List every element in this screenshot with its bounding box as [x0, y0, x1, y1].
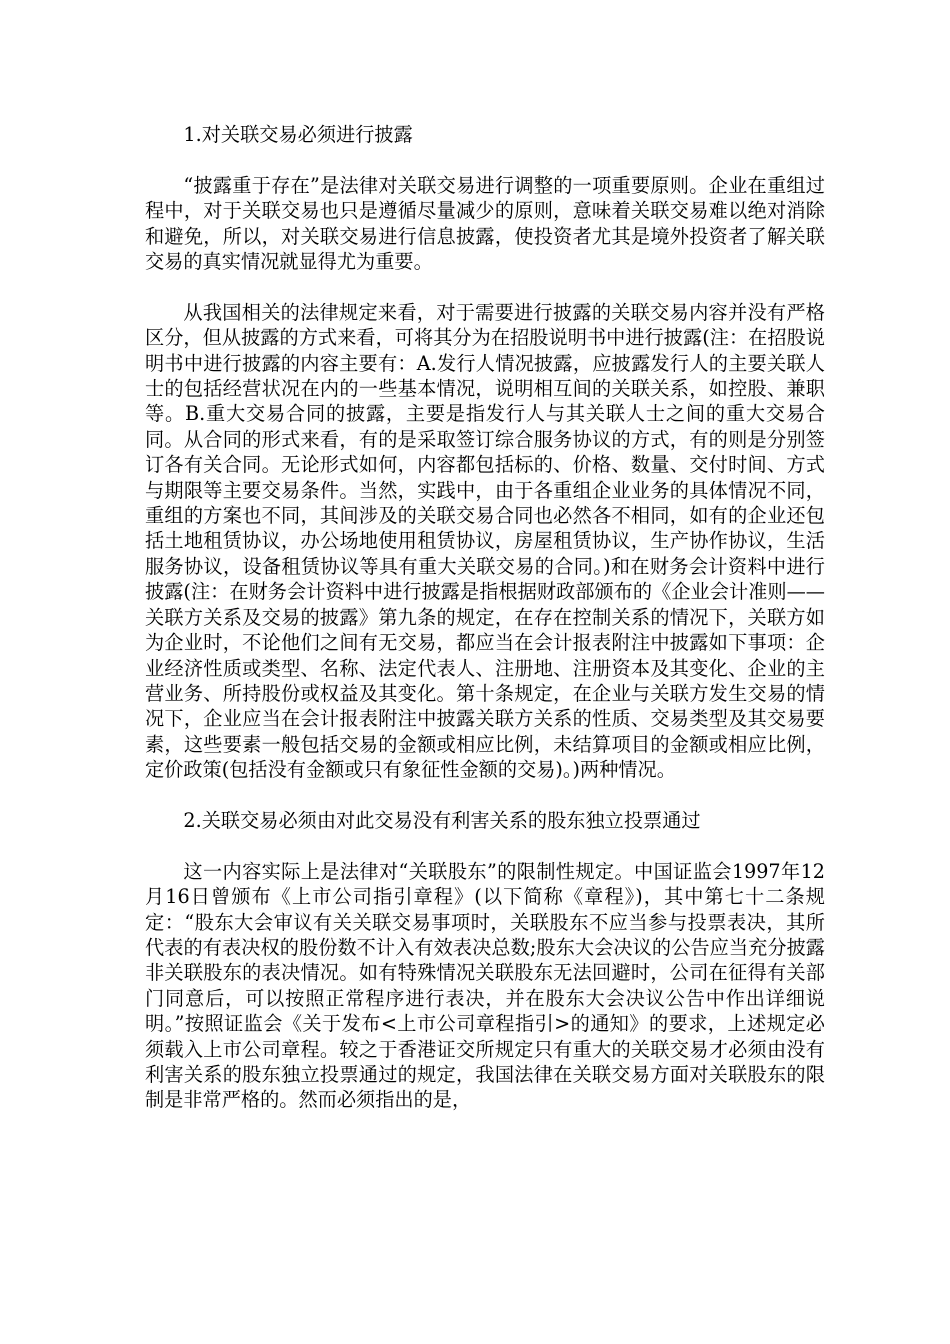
paragraph-1: “披露重于存在”是法律对关联交易进行调整的一项重要原则。企业在重组过程中，对于关联交易也只是遵循尽量减少的原则，意味着关联交易难以绝对消除和避免，所以，对关联交易进行信息披露，使投资者尤其是境外投资者了解关联交易的真实情况就显得尤为重要。 [145, 173, 825, 274]
section-heading-2: 2.关联交易必须由对此交易没有利害关系的股东独立投票通过 [183, 808, 701, 832]
document-page [145, 122, 825, 1138]
paragraph-2: 从我国相关的法律规定来看，对于需要进行披露的关联交易内容并没有严格区分，但从披露的方式来看，可将其分为在招股说明书中进行披露(注：在招股说明书中进行披露的内容主要有：A.发行人情况披露，应披露发行人的主要关联人士的包括经营状况在内的一些基本情况，说明相互间的关联关系，如控股、兼职等。B.重大交易合同的披露，主要是指发行人与其关联人士之间的重大交易合同。从合同的形式来看，有的是采取签订综合服务协议的方式，有的则是分别签订各有关合同。无论形式如何，内容都包括标的、价格、数量、交付时间、方式与期限等主要交易条件。当然，实践中，由于各重组企业业务的具体情况不同，重组的方案也不同，其间涉及的关联交易合同也必然各不相同，如有的企业还包括土地租赁协议，办公场地使用租赁协议，房屋租赁协议，生产协作协议，生活服务协议，设备租赁协议等具有重大关联交易的合同。)和在财务会计资料中进行披露(注：在财务会计资料中进行披露是指根据财政部颁布的《企业会计准则——关联方关系及交易的披露》第九条的规定，在存在控制关系的情况下，关联方如为企业时，不论他们之间有无交易，都应当在会计报表附注中披露如下事项：企业经济性质或类型、名称、法定代表人、注册地、注册资本及其变化、企业的主营业务、所持股份或权益及其变化。第十条规定，在企业与关联方发生交易的情况下，企业应当在会计报表附注中披露关联方关系的性质、交易类型及其交易要素，这些要素一般包括交易的金额或相应比例，未结算项目的金额或相应比例，定价政策(包括没有金额或只有象征性金额的交易)。)两种情况。 [145, 300, 825, 782]
section-heading-1: 1.对关联交易必须进行披露 [183, 123, 413, 146]
paragraph-3: 这一内容实际上是法律对“关联股东”的限制性规定。中国证监会1997年12月16日曾颁布《上市公司指引章程》(以下简称《章程》)，其中第七十二条规定：“股东大会审议有关关联交易事项时，关联股东不应当参与投票表决，其所代表的有表决权的股份数不计入有效表决总数;股东大会决议的公告应当充分披露非关联股东的表决情况。如有特殊情况关联股东无法回避时，公司在征得有关部门同意后，可以按照正常程序进行表决，并在股东大会决议公告中作出详细说明。”按照证监会《关于发布<上市公司章程指引>的通知》的要求，上述规定必须载入上市公司章程。较之于香港证交所规定只有重大的关联交易才必须由没有利害关系的股东独立投票通过的规定，我国法律在关联交易方面对关联股东的限制是非常严格的。然而必须指出的是， [145, 859, 825, 1112]
